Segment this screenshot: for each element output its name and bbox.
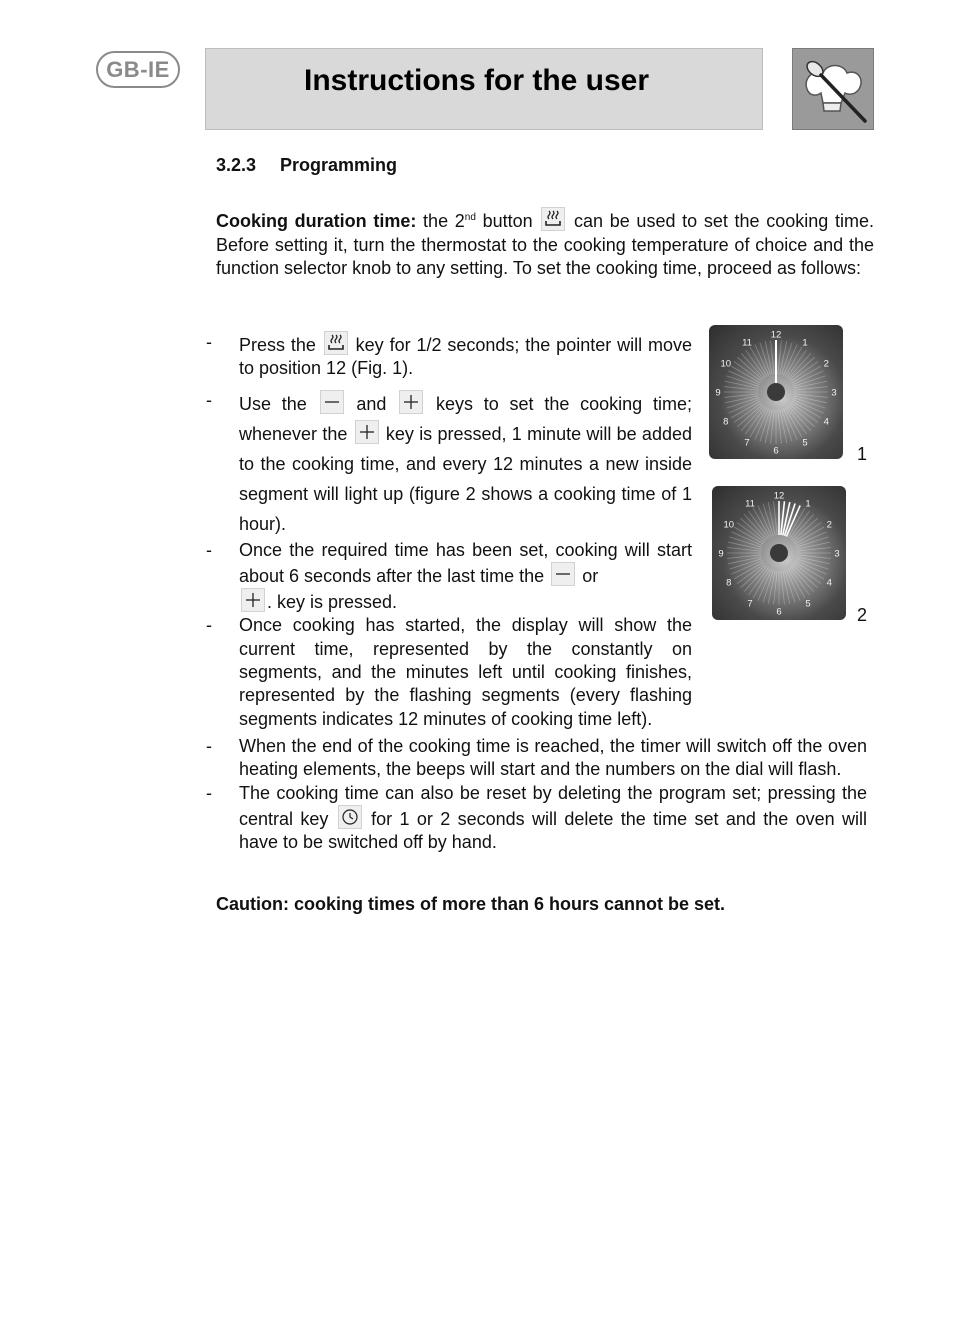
dial-number: 3: [834, 548, 840, 560]
intro-text: the 2: [416, 211, 465, 231]
instruction-steps-continued: [206, 735, 867, 854]
caution-note: Caution: cooking times of more than 6 hours cannot be set.: [216, 894, 726, 914]
header-bar: [205, 48, 763, 130]
dial-number: 3: [831, 387, 837, 399]
list-item: - Once cooking has started, the display will show the current time, represented by the constantly on segments, and the minutes left until cooking finishes, represented by the flashing segments (every flashing segments indicates 12 minutes of cooking time left).: [206, 614, 692, 730]
intro-text: can be used to set the cooking time. Before setting it, turn the thermostat to the cooking temperature of choice and the function selector knob to any setting. To set the cooking time, proceed as follows:: [216, 211, 874, 278]
figure-label: 2: [857, 605, 868, 625]
spoon-chef-hat-icon: [792, 48, 874, 130]
minus-key-icon: [320, 390, 344, 414]
list-item: - Once the required time has been set, cooking will start about 6 seconds after the last time the or . key is pressed.: [206, 539, 692, 615]
dial-number: 8: [726, 577, 732, 589]
timer-dial-figure-2: [712, 486, 846, 620]
plus-key-icon: [399, 390, 423, 414]
section-title: Programming: [280, 155, 398, 175]
dial-svg: [712, 486, 846, 620]
dial-number: 9: [715, 387, 721, 399]
dial-number: 4: [826, 577, 832, 589]
dial-number: 9: [718, 548, 724, 560]
dial-hub: [767, 383, 785, 401]
instruction-steps: [206, 331, 692, 731]
region-badge: GB-IE: [96, 51, 180, 88]
plus-key-icon: [241, 588, 265, 612]
dial-hub: [770, 544, 788, 562]
section-heading: [216, 155, 397, 176]
intro-paragraph: [216, 207, 874, 281]
dial-number: 1: [805, 498, 811, 510]
dial-number: 6: [776, 606, 782, 618]
minus-key-icon: [551, 562, 575, 586]
dial-number: 2: [826, 519, 832, 531]
dial-number: 11: [745, 498, 755, 510]
timer-dial-figure-1: [709, 325, 843, 459]
page-title: Instructions for the user: [304, 64, 650, 97]
list-item: - Use the and keys to set the cooking time; whenever the key is pressed, 1 minute will be added to the cooking time, and every 12 minutes a new inside segment will light up (figure 2 shows a cooking time of 1 hour).: [206, 389, 692, 539]
list-item: - Press the key for 1/2 seconds; the pointer will move to position 12 (Fig. 1).: [206, 331, 692, 381]
dial-number: 12: [773, 490, 785, 502]
heat-button-icon: [324, 331, 348, 355]
dial-number: 10: [723, 519, 735, 531]
dial-number: 6: [773, 445, 779, 457]
dial-number: 10: [720, 358, 732, 370]
dial-svg: [709, 325, 843, 459]
dial-number: 5: [805, 598, 811, 610]
heat-button-icon: [541, 207, 565, 231]
dial-number: 11: [742, 337, 752, 349]
dial-number: 2: [823, 358, 829, 370]
dial-number: 5: [802, 437, 808, 449]
dial-number: 12: [770, 329, 782, 341]
dial-number: 7: [744, 437, 750, 449]
dial-number: 7: [747, 598, 753, 610]
list-item: - When the end of the cooking time is reached, the timer will switch off the oven heating elements, the beeps will start and the numbers on the dial will flash.: [206, 735, 867, 782]
superscript-nd: nd: [464, 212, 476, 223]
dial-number: 4: [823, 416, 829, 428]
plus-key-icon: [355, 420, 379, 444]
list-item: - The cooking time can also be reset by deleting the program set; pressing the central key for 1 or 2 seconds will delete the time set and the oven will have to be switched off by hand.: [206, 782, 867, 855]
intro-lead: Cooking duration time:: [216, 211, 417, 231]
section-number: 3.2.3: [216, 155, 257, 175]
intro-text: button: [475, 211, 540, 231]
dial-number: 8: [723, 416, 729, 428]
clock-key-icon: [338, 805, 362, 829]
figure-label: 1: [857, 444, 868, 464]
dial-number: 1: [802, 337, 808, 349]
